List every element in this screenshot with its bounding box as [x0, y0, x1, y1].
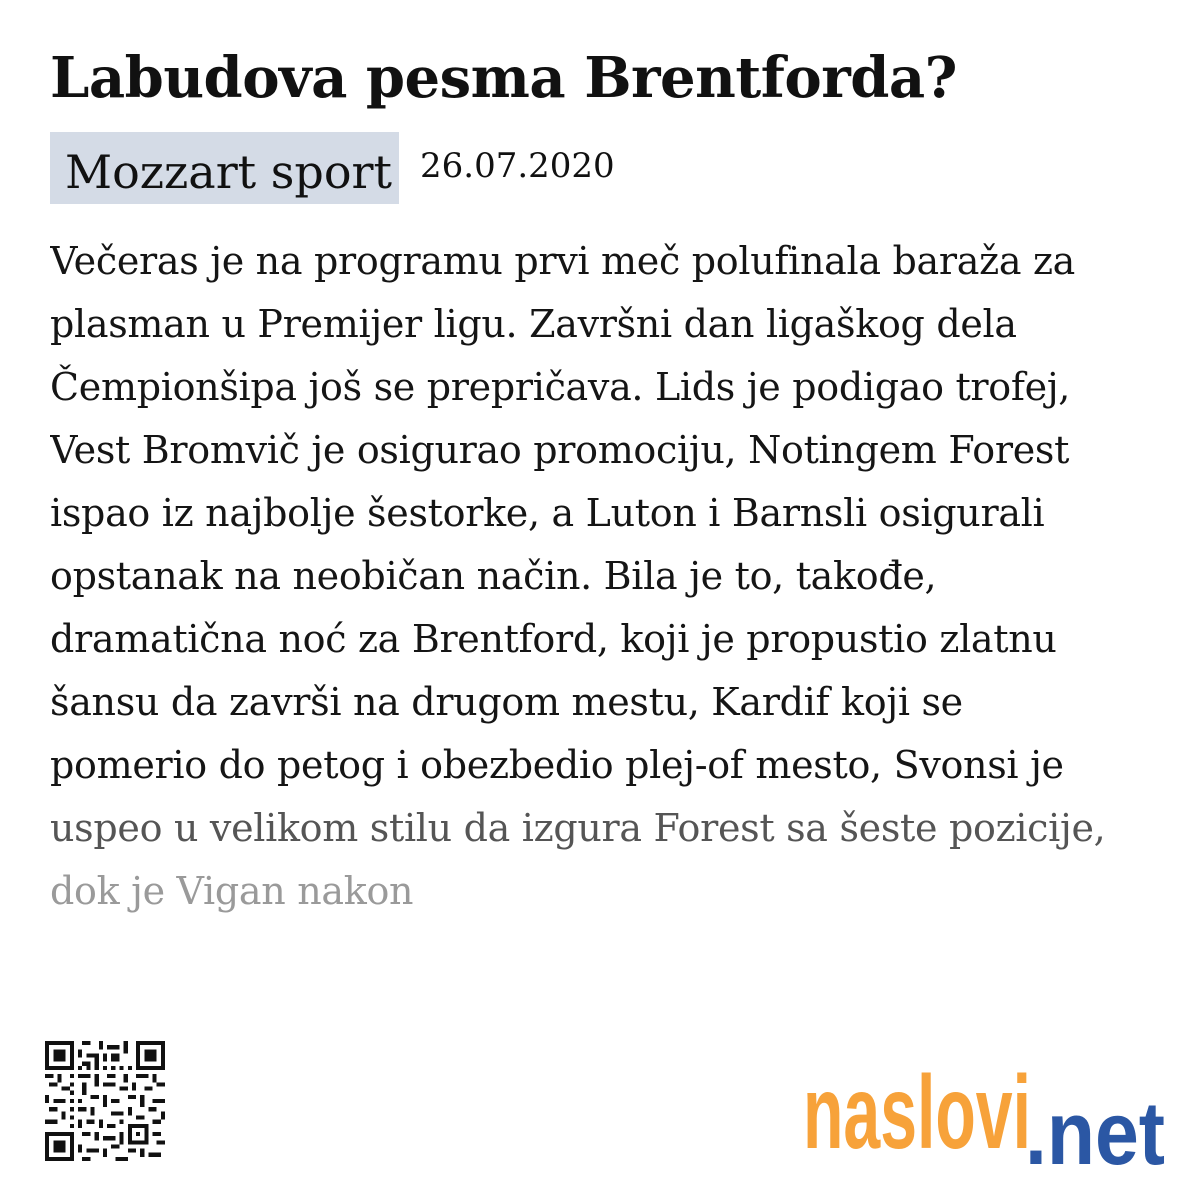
- article-line: Večeras je na programu prvi meč polufinala baraža za: [50, 239, 1076, 283]
- publish-date: 26.07.2020: [420, 146, 615, 186]
- logo-text-tld: .net: [1025, 1084, 1165, 1170]
- article-body: [50, 230, 1150, 920]
- article-line: opstanak na neobičan način. Bila je to, takođe,: [50, 554, 937, 598]
- logo-text-main: naslovi: [803, 1055, 1031, 1170]
- article-line: Čempionšipa još se prepričava. Lids je podigao trofej,: [50, 365, 1071, 409]
- article-line: uspeo u velikom stilu da izgura Forest sa šeste pozicije,: [50, 806, 1106, 850]
- article-line: pomerio do petog i obezbedio plej-of mesto, Svonsi je: [50, 743, 1064, 787]
- article-line: šansu da završi na drugom mestu, Kardif koji se: [50, 680, 963, 724]
- article-line: ispao iz najbolje šestorke, a Luton i Barnsli osigurali: [50, 491, 1045, 535]
- article-line: dok je Vigan nakon: [50, 869, 414, 913]
- source-badge[interactable]: Mozzart sport: [50, 132, 399, 204]
- naslovi-logo[interactable]: [803, 1052, 1168, 1170]
- article-line: Vest Bromvič je osigurao promociju, Notingem Forest: [50, 428, 1070, 472]
- article-line: plasman u Premijer ligu. Završni dan ligaškog dela: [50, 302, 1017, 346]
- article-line: dramatična noć za Brentford, koji je propustio zlatnu: [50, 617, 1057, 661]
- article-title: Labudova pesma Brentforda?: [50, 45, 957, 111]
- qr-code-icon[interactable]: [45, 1038, 165, 1164]
